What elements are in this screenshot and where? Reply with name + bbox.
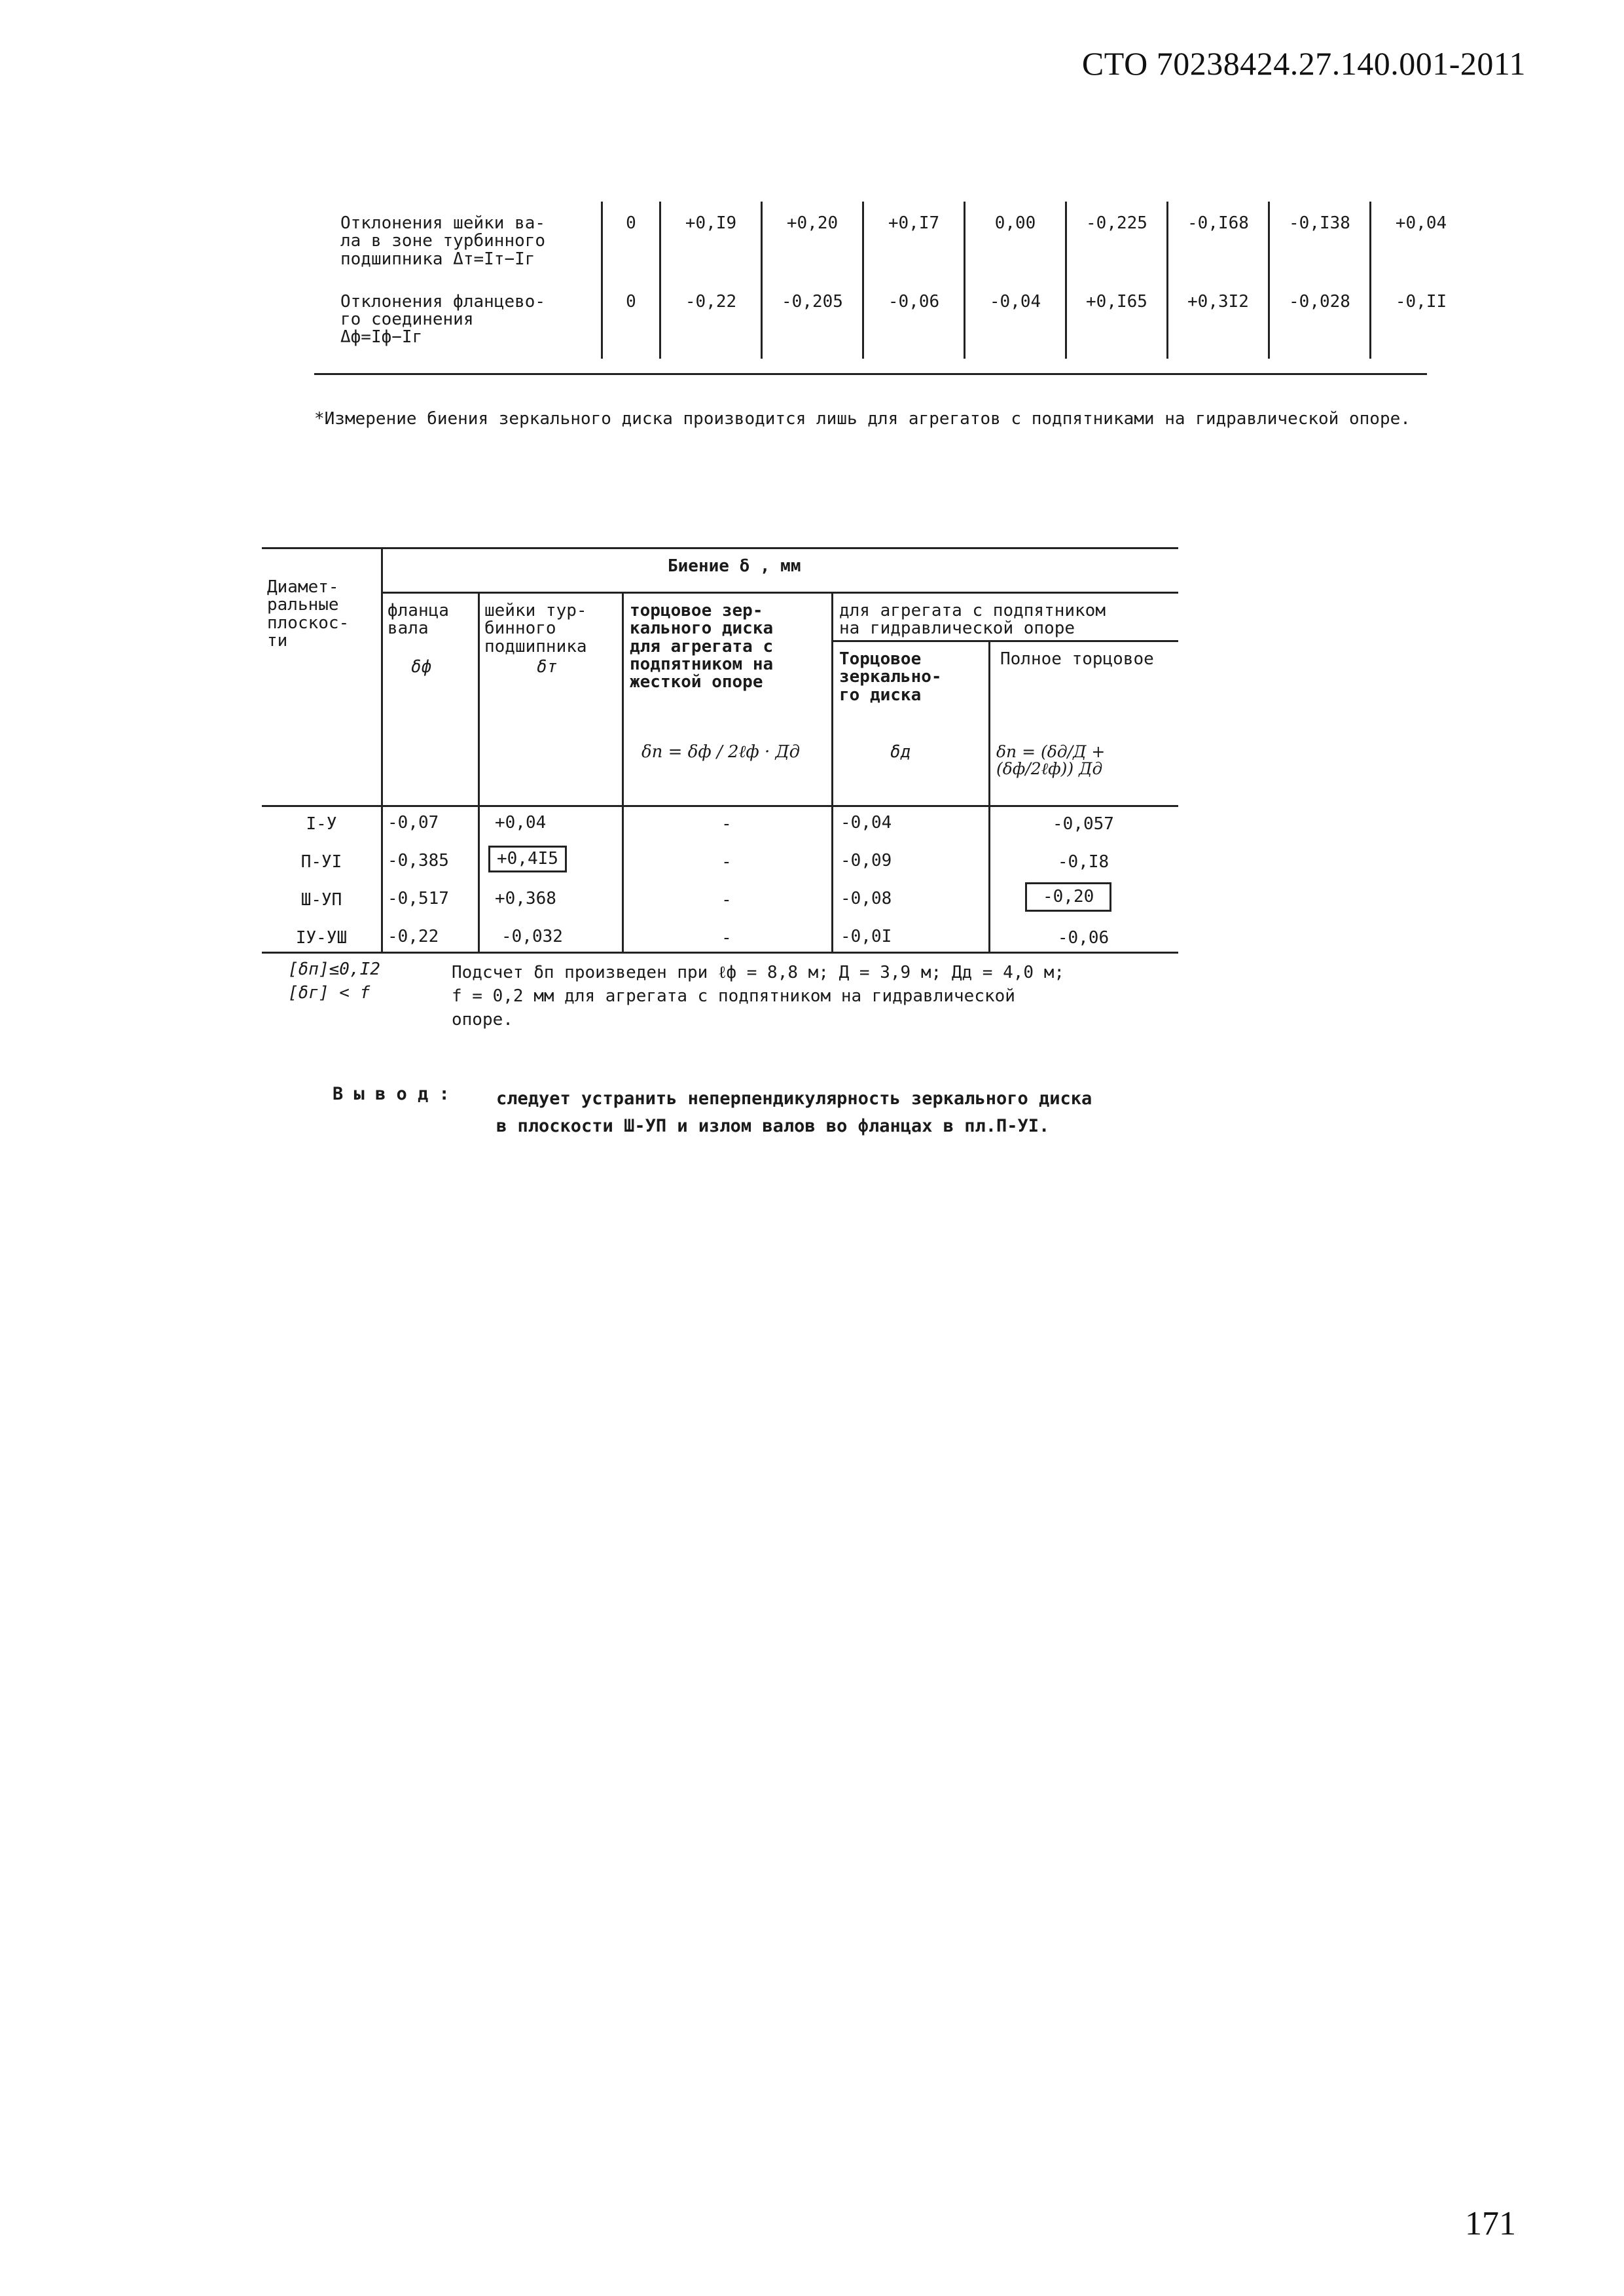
table-cell: 0,00 [965, 202, 1066, 280]
table-bottom-rule [314, 373, 1427, 375]
tolerance-runout: [δп]≤0,I2 [288, 960, 380, 979]
runout-table [262, 547, 1178, 948]
column-header-face-rigid: торцовое зер- кального диска для агрегата с подпятником на жесткой опоре [630, 601, 774, 692]
row-label: Отклонения фланцево- го соединения Δф=Iф−Iг [340, 291, 546, 348]
table-cell: -0,22 [660, 280, 762, 359]
plane-cell: П-УI [300, 852, 342, 872]
column-header-flange-symbol: δф [411, 657, 432, 677]
table-rule [478, 592, 480, 952]
formula-face-rigid: δп = δф / 2ℓф · Дд [641, 742, 801, 762]
column-header-flange: фланца вала [388, 601, 449, 639]
conclusion-label: В ы в о д : [333, 1084, 450, 1104]
table-rule [262, 805, 1178, 807]
table-cell: +0,I7 [863, 202, 965, 280]
table-cell: -0,I38 [1269, 202, 1371, 280]
mirror-cell: -0,09 [840, 851, 892, 870]
conclusion-text: следует устранить неперпендикулярность зеркального диска в плоскости Ш-УП и излом валов во фланцах в пл.П-УI. [496, 1088, 1092, 1136]
mirror-cell: -0,0I [840, 927, 892, 946]
deviation-table [327, 202, 1471, 359]
table-cell: 0 [602, 202, 660, 280]
rigid-cell: - [721, 928, 732, 948]
full-face-cell-highlighted: -0,20 [1025, 882, 1111, 912]
column-header-neck-symbol: δт [537, 657, 558, 677]
group-header-runout: Биение δ , мм [668, 556, 801, 576]
table-rule [831, 592, 833, 952]
table-cell: +0,3I2 [1168, 280, 1269, 359]
neck-cell: +0,368 [495, 889, 556, 908]
table-cell: 0 [602, 280, 660, 359]
table-cell: +0,I9 [660, 202, 762, 280]
table-cell: -0,04 [965, 280, 1066, 359]
rigid-cell: - [721, 852, 732, 872]
neck-cell: +0,04 [495, 813, 547, 833]
flange-cell: -0,22 [388, 927, 439, 946]
table-rule [831, 640, 1178, 642]
mirror-cell: -0,08 [840, 889, 892, 908]
calculation-text: Подсчет δп произведен при ℓф = 8,8 м; Д = 3,9 м; Дд = 4,0 м; f = 0,2 мм для агрегата с подпятником на гидравлической опоре. [452, 963, 1064, 1030]
plane-cell: IУ-УШ [295, 928, 348, 948]
plane-cell: I-У [306, 814, 337, 834]
column-header-face-mirror: Торцовое зеркально- го диска [839, 649, 942, 705]
row-label: Отклонения шейки ва- ла в зоне турбинного подшипника Δт=Iт−Iг [340, 213, 546, 269]
table-rule [381, 547, 383, 952]
table-cell: +0,I65 [1066, 280, 1168, 359]
column-header-hydraulic-group: для агрегата с подпятником на гидравлической опоре [839, 601, 1106, 639]
table-rule [381, 592, 1178, 594]
rigid-cell: - [721, 814, 732, 834]
table-cell: +0,04 [1371, 202, 1471, 280]
tolerance-turbine: [δг] < f [288, 983, 370, 1003]
full-face-cell: -0,I8 [1057, 852, 1110, 872]
flange-cell: -0,07 [388, 813, 439, 833]
table-rule [262, 952, 1178, 954]
flange-cell: -0,385 [388, 851, 449, 870]
plane-cell: Ш-УП [300, 890, 342, 910]
column-header-planes: Диамет- ральные плоскос- ти [267, 577, 350, 651]
rigid-cell: - [721, 890, 732, 910]
neck-cell: -0,032 [501, 927, 563, 946]
table-cell: -0,225 [1066, 202, 1168, 280]
neck-cell-highlighted: +0,4I5 [488, 846, 567, 872]
table-rule [262, 547, 1178, 549]
table-row [327, 280, 1471, 359]
table-cell: -0,II [1371, 280, 1471, 359]
footnote: *Измерение биения зеркального диска производится лишь для агрегатов с подпятниками на гидравлической опоре. [314, 409, 1411, 429]
column-header-full-face: Полное торцовое [1000, 649, 1154, 669]
table-row [327, 202, 1471, 280]
table-cell: +0,20 [762, 202, 863, 280]
table-cell: -0,I68 [1168, 202, 1269, 280]
full-face-cell: -0,057 [1053, 814, 1114, 834]
table-cell: -0,028 [1269, 280, 1371, 359]
flange-cell: -0,517 [388, 889, 449, 908]
full-face-cell: -0,06 [1057, 928, 1110, 948]
page-number: 171 [1465, 2205, 1516, 2242]
table-cell: -0,06 [863, 280, 965, 359]
column-header-face-mirror-symbol: δд [890, 742, 911, 762]
table-rule [988, 640, 990, 952]
document-code: СТО 70238424.27.140.001-2011 [1081, 45, 1526, 82]
mirror-cell: -0,04 [840, 813, 892, 833]
column-header-neck: шейки тур- бинного подшипника [484, 601, 587, 656]
formula-full-face: δп = (δд/Д + (δф/2ℓф)) Дд [996, 742, 1106, 779]
table-cell: -0,205 [762, 280, 863, 359]
